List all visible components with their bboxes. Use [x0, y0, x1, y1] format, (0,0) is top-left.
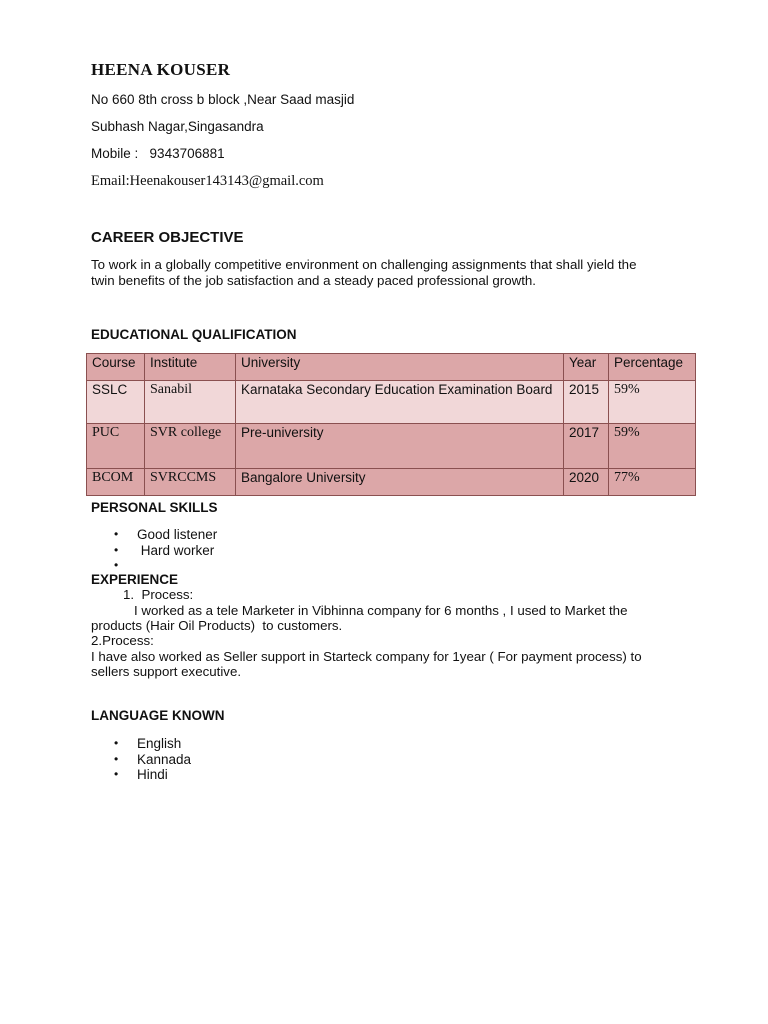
- course-cell: SSLC: [87, 381, 145, 424]
- list-item: [114, 751, 192, 768]
- percentage-cell: 59%: [609, 381, 696, 424]
- bullet-icon: •: [114, 558, 119, 572]
- process-2-line: sellers support executive.: [91, 664, 242, 679]
- course-cell: BCOM: [87, 469, 145, 496]
- experience-heading: EXPERIENCE: [91, 572, 179, 587]
- process-1-line: products (Hair Oil Products) to customers.: [91, 618, 343, 633]
- career-objective-text: [91, 257, 691, 288]
- year-cell: 2017: [564, 424, 609, 469]
- career-objective-heading: CAREER OBJECTIVE: [91, 229, 244, 246]
- table-header-row: [87, 354, 696, 381]
- bullet-icon: •: [114, 751, 119, 766]
- list-item: [114, 527, 218, 543]
- year-cell: 2015: [564, 381, 609, 424]
- table-row: [87, 381, 696, 424]
- percentage-cell: 77%: [609, 469, 696, 496]
- mobile-number: 9343706881: [149, 146, 225, 161]
- languages-heading: LANGUAGE KNOWN: [91, 708, 225, 723]
- percentage-cell: 59%: [609, 424, 696, 469]
- education-heading: EDUCATIONAL QUALIFICATION: [91, 327, 297, 342]
- process-1-line: I worked as a tele Marketer in Vibhinna company for 6 months , I used to Market the: [134, 603, 628, 618]
- list-item: [114, 767, 191, 783]
- university-cell: Bangalore University: [236, 469, 564, 496]
- language-text: Kannada: [137, 751, 192, 767]
- university-cell: Karnataka Secondary Education Examination Board: [236, 381, 564, 424]
- column-header: Percentage: [609, 354, 696, 381]
- course-cell: PUC: [87, 424, 145, 469]
- column-header: University: [236, 354, 564, 381]
- bullet-icon: •: [114, 542, 119, 557]
- mobile-label: Mobile :: [91, 146, 139, 161]
- language-text: English: [137, 736, 182, 751]
- bullet-icon: •: [114, 767, 119, 781]
- list-item: [114, 736, 191, 752]
- language-text: Hindi: [137, 767, 168, 782]
- table-row: [87, 424, 696, 469]
- process-1-label: 1. Process:: [123, 587, 194, 602]
- address-line-2: Subhash Nagar,Singasandra: [91, 119, 264, 134]
- mobile-line: [91, 146, 225, 161]
- process-2-line: I have also worked as Seller support in Starteck company for 1year ( For payment process) to: [91, 649, 642, 664]
- column-header: Year: [564, 354, 609, 381]
- process-2-label: 2.Process:: [91, 633, 154, 648]
- bullet-icon: •: [114, 527, 119, 541]
- career-objective-line: twin benefits of the job satisfaction and a steady paced professional growth.: [91, 272, 536, 288]
- address-line-1: No 660 8th cross b block ,Near Saad masjid: [91, 92, 355, 107]
- bullet-icon: •: [114, 736, 119, 750]
- column-header: Course: [87, 354, 145, 381]
- institute-cell: SVRCCMS: [145, 469, 236, 496]
- skill-text: Hard worker: [137, 542, 215, 558]
- candidate-name: HEENA KOUSER: [91, 60, 231, 79]
- skill-text: Good listener: [137, 527, 218, 542]
- institute-cell: SVR college: [145, 424, 236, 469]
- column-header: Institute: [145, 354, 236, 381]
- university-cell: Pre-university: [236, 424, 564, 469]
- languages-list: [114, 736, 192, 783]
- institute-cell: Sanabil: [145, 381, 236, 424]
- education-table: [86, 353, 696, 496]
- personal-skills-heading: PERSONAL SKILLS: [91, 500, 218, 515]
- email-line: Email:Heenakouser143143@gmail.com: [91, 173, 324, 189]
- table-row: [87, 469, 696, 496]
- personal-skills-list: [114, 527, 218, 574]
- list-item: [114, 542, 217, 559]
- career-objective-line: To work in a globally competitive environment on challenging assignments that shall yield the: [91, 257, 637, 272]
- year-cell: 2020: [564, 469, 609, 496]
